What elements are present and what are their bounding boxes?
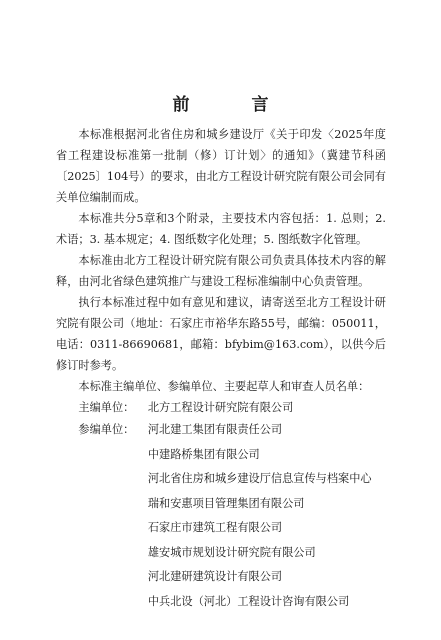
chief-editor-list xyxy=(148,397,386,418)
preface-body xyxy=(56,124,386,614)
participant-unit: 河北建工集团有限责任公司 xyxy=(147,423,283,436)
paragraph-interpretation: 本标准由北方工程设计研究院有限公司负责具体技术内容的解释，由河北省绿色建筑推广与建设工程标准编制中心负责管理。 xyxy=(56,254,386,288)
page-title: 前 言 xyxy=(172,95,297,115)
chief-editor-row xyxy=(56,397,386,418)
participant-unit: 瑞和安惠项目管理集团有限公司 xyxy=(147,496,305,510)
participant-unit: 中建路桥集团有限公司 xyxy=(147,447,260,461)
participant-unit: 石家庄市建筑工程有限公司 xyxy=(147,521,283,534)
paragraph-list-intro: 本标准主编单位、参编单位、主要起草人和审查人员名单： xyxy=(78,380,370,393)
chief-editor-label: 主编单位： xyxy=(78,401,135,414)
participants-list xyxy=(148,418,386,614)
participant-unit: 河北省住房和城乡建设厅信息宣传与档案中心 xyxy=(147,472,372,485)
participant-unit: 河北建研建筑设计有限公司 xyxy=(147,570,283,583)
participants-row xyxy=(56,418,386,614)
participant-unit: 雄安城市规划设计研究院有限公司 xyxy=(147,545,316,559)
participants-label: 参编单位： xyxy=(78,423,135,436)
participant-unit: 中兵北设（河北）工程设计咨询有限公司 xyxy=(147,594,350,608)
paragraph-basis: 本标准根据河北省住房和城乡建设厅《关于印发〈2025年度省工程建设标准第一批制（修）订计划〉的通知》（冀建节科函〔2025〕104号）的要求，由北方工程设计研究院有限公司会同有关单位编制而成。 xyxy=(56,128,386,204)
paragraph-contents: 本标准共分5章和3个附录，主要技术内容包括：1. 总则；2. 术语；3. 基本规定；4. 图纸数字化处理；5. 图纸数字化管理。 xyxy=(56,212,386,246)
chief-editor-unit: 北方工程设计研究院有限公司 xyxy=(147,401,294,414)
paragraph-feedback: 执行本标准过程中如有意见和建议，请寄送至北方工程设计研究院有限公司（地址：石家庄市裕华东路55号，邮编：050011，电话：0311-86690681，邮箱：bfybim@163.com），以供今后修订时参考。 xyxy=(56,296,386,372)
